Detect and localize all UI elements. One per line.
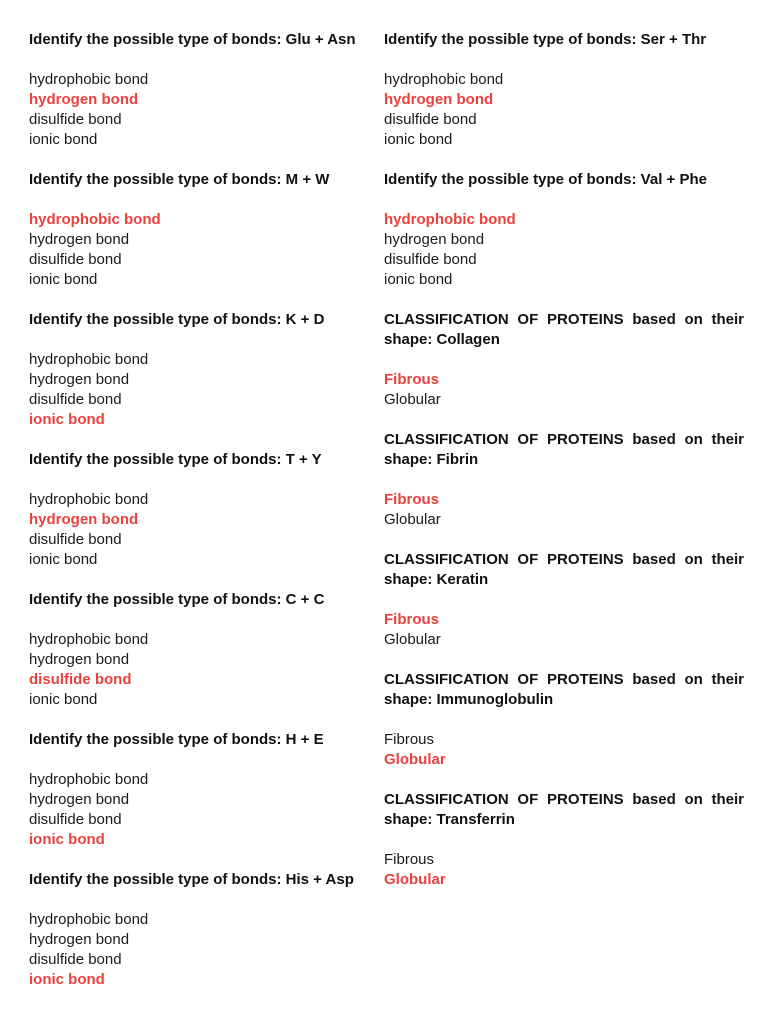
quiz-page (29, 30, 744, 1010)
answer-option: disulfide bond (384, 251, 477, 268)
answer-option: Fibrous (384, 731, 435, 748)
answer-options (384, 730, 744, 770)
answer-options (29, 490, 374, 570)
question-block (29, 310, 374, 430)
correct-answer-option: hydrogen bond (29, 91, 139, 108)
question-title: CLASSIFICATION OF PROTEINS based on their shape: Collagen (384, 311, 744, 348)
question-title: CLASSIFICATION OF PROTEINS based on their shape: Fibrin (384, 431, 744, 468)
correct-answer-option: ionic bond (29, 831, 105, 848)
answer-option: hydrophobic bond (29, 351, 149, 368)
answer-options (384, 370, 744, 410)
left-column (29, 30, 374, 1010)
answer-option: ionic bond (384, 131, 453, 148)
correct-answer-option: hydrophobic bond (29, 211, 161, 228)
question-title: Identify the possible type of bonds: His + Asp (29, 871, 354, 888)
question-title: Identify the possible type of bonds: Ser + Thr (384, 31, 707, 48)
correct-answer-option: Fibrous (384, 611, 439, 628)
answer-option: Globular (384, 631, 441, 648)
question-block (29, 730, 374, 850)
answer-options (29, 630, 374, 710)
answer-option: disulfide bond (29, 811, 122, 828)
answer-option: hydrophobic bond (384, 71, 504, 88)
answer-option: disulfide bond (29, 251, 122, 268)
answer-option: disulfide bond (29, 111, 122, 128)
answer-option: hydrogen bond (29, 791, 130, 808)
answer-options (384, 210, 744, 290)
answer-option: ionic bond (29, 131, 98, 148)
answer-options (29, 210, 374, 290)
correct-answer-option: Globular (384, 751, 446, 768)
answer-options (29, 910, 374, 990)
answer-option: Globular (384, 511, 441, 528)
answer-options (384, 70, 744, 150)
answer-option: ionic bond (29, 691, 98, 708)
question-title: CLASSIFICATION OF PROTEINS based on their shape: Immunoglobulin (384, 671, 744, 708)
answer-option: hydrophobic bond (29, 911, 149, 928)
answer-option: hydrogen bond (29, 371, 130, 388)
answer-option: ionic bond (29, 551, 98, 568)
question-title: CLASSIFICATION OF PROTEINS based on their shape: Keratin (384, 551, 744, 588)
answer-option: hydrogen bond (384, 231, 485, 248)
answer-option: Fibrous (384, 851, 435, 868)
answer-option: disulfide bond (29, 391, 122, 408)
question-block (29, 170, 374, 290)
question-block (384, 550, 744, 650)
answer-option: hydrophobic bond (29, 771, 149, 788)
answer-options (29, 70, 374, 150)
question-block (384, 30, 744, 150)
question-block (384, 430, 744, 530)
question-title: CLASSIFICATION OF PROTEINS based on their shape: Transferrin (384, 791, 744, 828)
correct-answer-option: disulfide bond (29, 671, 132, 688)
answer-option: disulfide bond (29, 951, 122, 968)
answer-option: hydrophobic bond (29, 71, 149, 88)
answer-option: hydrogen bond (29, 231, 130, 248)
question-title: Identify the possible type of bonds: Val + Phe (384, 171, 707, 188)
question-title: Identify the possible type of bonds: C + C (29, 591, 325, 608)
correct-answer-option: Fibrous (384, 491, 439, 508)
correct-answer-option: Fibrous (384, 371, 439, 388)
answer-options (29, 350, 374, 430)
right-column (384, 30, 744, 1010)
correct-answer-option: hydrogen bond (384, 91, 494, 108)
question-block (384, 790, 744, 890)
question-title: Identify the possible type of bonds: K + D (29, 311, 325, 328)
answer-option: hydrophobic bond (29, 491, 149, 508)
answer-option: ionic bond (384, 271, 453, 288)
question-block (384, 310, 744, 410)
question-block (29, 450, 374, 570)
question-title: Identify the possible type of bonds: Glu + Asn (29, 31, 356, 48)
question-block (384, 670, 744, 770)
answer-option: hydrogen bond (29, 651, 130, 668)
answer-option: Globular (384, 391, 441, 408)
correct-answer-option: hydrophobic bond (384, 211, 516, 228)
correct-answer-option: hydrogen bond (29, 511, 139, 528)
answer-options (384, 850, 744, 890)
answer-option: disulfide bond (29, 531, 122, 548)
answer-option: hydrophobic bond (29, 631, 149, 648)
correct-answer-option: ionic bond (29, 411, 105, 428)
answer-options (384, 490, 744, 530)
answer-option: hydrogen bond (29, 931, 130, 948)
answer-options (29, 770, 374, 850)
question-title: Identify the possible type of bonds: M + W (29, 171, 330, 188)
question-block (29, 590, 374, 710)
question-block (29, 30, 374, 150)
question-block (29, 870, 374, 990)
question-title: Identify the possible type of bonds: T + Y (29, 451, 322, 468)
question-title: Identify the possible type of bonds: H + E (29, 731, 324, 748)
answer-option: disulfide bond (384, 111, 477, 128)
answer-options (384, 610, 744, 650)
correct-answer-option: ionic bond (29, 971, 105, 988)
question-block (384, 170, 744, 290)
correct-answer-option: Globular (384, 871, 446, 888)
answer-option: ionic bond (29, 271, 98, 288)
